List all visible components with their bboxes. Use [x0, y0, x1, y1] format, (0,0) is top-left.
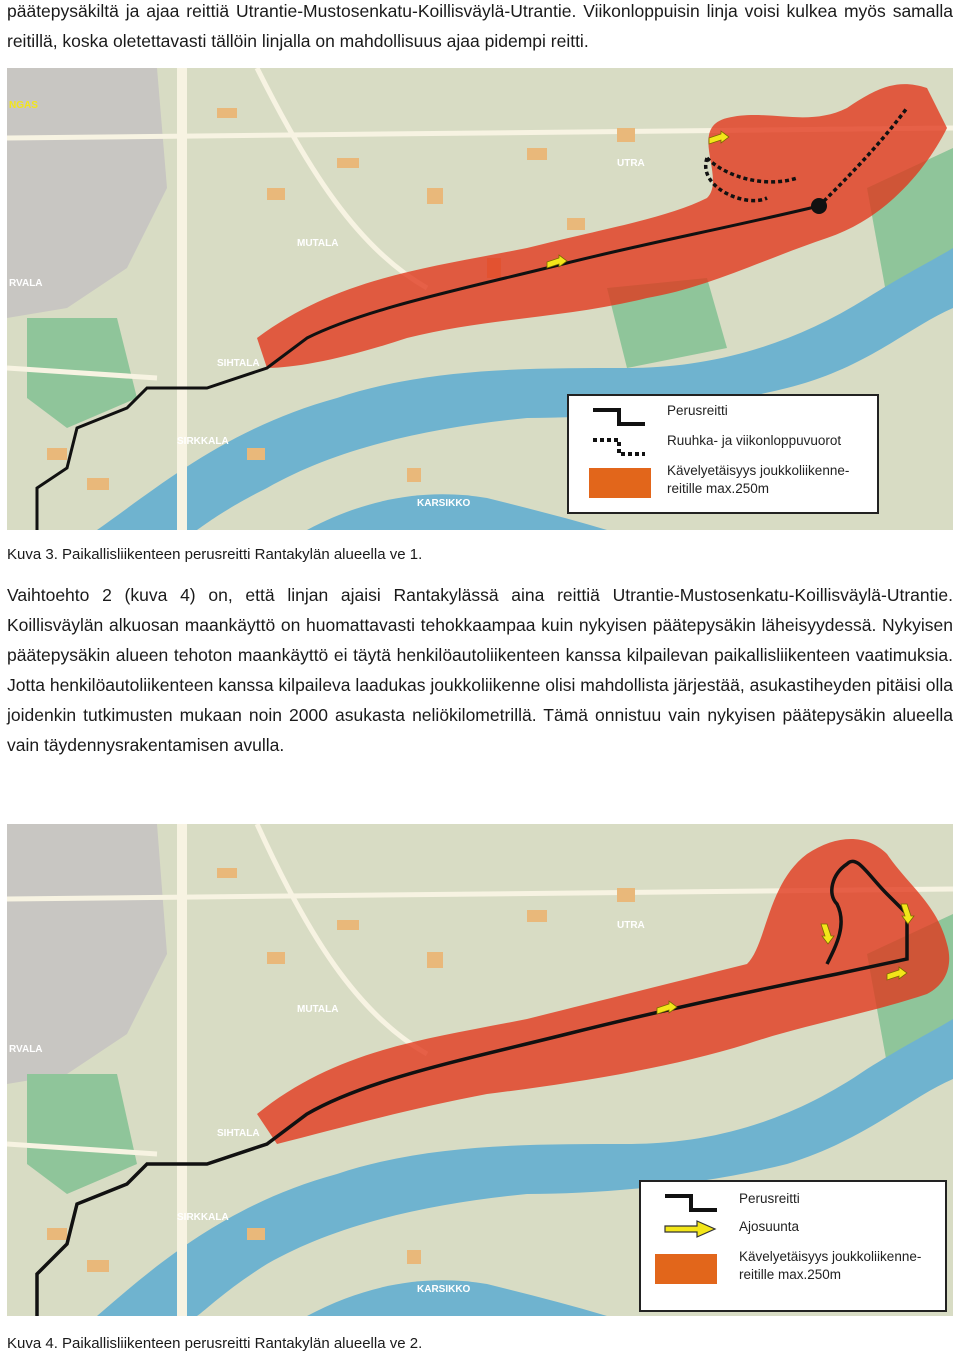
legend-rush-route: Ruuhka- ja viikonloppuvuorot [667, 433, 842, 448]
map-label-mutala: MUTALA [297, 238, 339, 249]
figure-1-caption: Kuva 3. Paikallisliikenteen perusreitti Rantakylän alueella ve 1. [7, 546, 423, 563]
map-label-ngas: NGAS [9, 100, 38, 111]
route-map-option-2 [7, 824, 953, 1316]
legend-direction: Ajosuunta [739, 1219, 800, 1234]
map-label-utra: UTRA [617, 158, 645, 169]
legend-walk-line2: reitille max.250m [667, 481, 770, 496]
map-1-legend [567, 394, 879, 514]
map-label-sihtala: SIHTALA [217, 1128, 260, 1139]
map-label-utra: UTRA [617, 920, 645, 931]
legend-walk-line1: Kävelyetäisyys joukkoliikenne- [739, 1249, 922, 1264]
terminal-stop-marker [811, 198, 827, 214]
route-map-option-1 [7, 68, 953, 530]
map-label-rvala: RVALA [9, 1044, 43, 1055]
legend-base-route: Perusreitti [667, 403, 728, 418]
walk-zone-swatch [655, 1254, 717, 1284]
map-label-karsikko: KARSIKKO [417, 498, 471, 509]
map-label-sirkkala: SIRKKALA [177, 436, 229, 447]
middle-paragraph: Vaihtoehto 2 (kuva 4) on, että linjan ajaisi Rantakylässä aina reittiä Utrantie-Mustosenkatu-Koillisväylä-Utrantie. Koillisväylän alkuosan maankäyttö on huomattavasti tehokkaampaa kuin nykyisen päätepysäkin läheisyydessä. Nykyisen päätepysäkin alueen tehoton maankäyttö ei täytä henkilöautoliikenteen kanssa kilpailevan paikallisliikenteen vaatimuksia. Jotta henkilöautoliikenteen kanssa kilpaileva laadukas joukkoliikenne olisi mahdollista järjestää, asukastiheyden pitäisi olla joidenkin tutkimusten mukaan noin 2000 asukasta neliökilometrillä. Tämä onnistuu vain nykyisen päätepysäkin alueella vain täydennysrakentamisen avulla. [7, 585, 953, 755]
map-label-mutala: MUTALA [297, 1004, 339, 1015]
map-label-sirkkala: SIRKKALA [177, 1212, 229, 1223]
walk-zone-swatch [589, 468, 651, 498]
map-2-legend [639, 1180, 947, 1312]
legend-walk-line2: reitille max.250m [739, 1267, 842, 1282]
map-label-rvala: RVALA [9, 278, 43, 289]
map-label-sihtala: SIHTALA [217, 358, 260, 369]
legend-walk-line1: Kävelyetäisyys joukkoliikenne- [667, 463, 850, 478]
top-paragraph: päätepysäkiltä ja ajaa reittiä Utrantie-Mustosenkatu-Koillisväylä-Utrantie. Viikonloppuisin linja voisi kulkea myös samalla reitillä, koska oletettavasti tällöin linjalla on mahdollisuus ajaa pidempi reitti. [7, 1, 953, 51]
map-label-karsikko: KARSIKKO [417, 1284, 471, 1295]
legend-base-route: Perusreitti [739, 1191, 800, 1206]
figure-2-caption: Kuva 4. Paikallisliikenteen perusreitti Rantakylän alueella ve 2. [7, 1335, 423, 1352]
